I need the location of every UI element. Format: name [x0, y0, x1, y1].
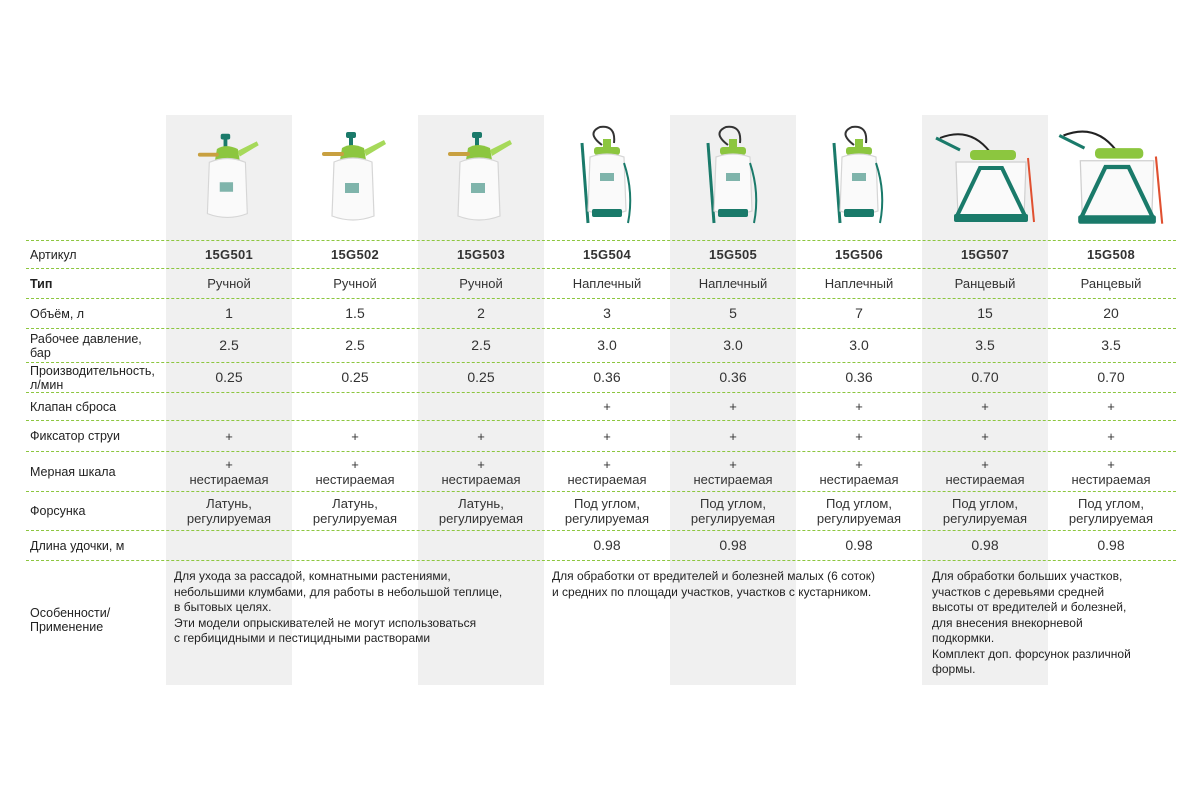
usage-note-line: подкормки. [932, 631, 995, 645]
cell-valve [418, 393, 544, 420]
usage-note-line: высоты от вредителей и болезней, [932, 600, 1127, 614]
cell-article: 15G505 [708, 247, 758, 262]
cell-nozzle [922, 492, 1048, 530]
cell-rod [292, 531, 418, 560]
usage-note-line: в бытовых целях. [174, 600, 272, 614]
cell-nozzle [292, 492, 418, 530]
cell-scale-line: нестираемая [441, 471, 521, 487]
row-label-type: Тип [30, 277, 53, 291]
row-label-rod: Длина удочки, м [30, 538, 125, 553]
row-label-pressure [30, 330, 165, 362]
usage-note-line: Для ухода за рассадой, комнатными растениями, [174, 569, 451, 583]
cell-pressure: 3.0 [597, 337, 617, 353]
cell-rod: 0.98 [1097, 537, 1125, 553]
backpack-sprayer-icon [1048, 115, 1174, 240]
cell-rod [418, 531, 544, 560]
row-label-pressure-line2: бар [30, 346, 51, 360]
cell-scale [544, 452, 670, 491]
cell-scale-line: + [351, 456, 359, 472]
hand-sprayer-icon [166, 115, 292, 240]
cell-capacity: 0.25 [341, 369, 369, 385]
cell-nozzle-line: регулируемая [186, 511, 272, 526]
cell-capacity: 0.70 [971, 369, 999, 385]
row-label-usage-line1: Особенности/ [30, 606, 111, 620]
row-label-scale: Мерная шкала [30, 464, 116, 479]
cell-capacity: 0.25 [215, 369, 243, 385]
cell-article: 15G508 [1086, 247, 1136, 262]
cell-nozzle-line: Под углом, [952, 496, 1018, 511]
cell-scale [418, 452, 544, 491]
cell-nozzle-line: Под углом, [826, 496, 892, 511]
cell-scale [670, 452, 796, 491]
row-divider [26, 560, 1176, 561]
cell-valve: + [981, 399, 989, 414]
usage-note-line: формы. [932, 662, 976, 676]
cell-nozzle [418, 492, 544, 530]
cell-volume: 7 [855, 305, 863, 321]
cell-jet-lock: + [225, 428, 233, 444]
cell-rod: 0.98 [971, 537, 999, 553]
cell-capacity: 0.36 [719, 369, 747, 385]
cell-type: Ручной [459, 276, 503, 291]
cell-article: 15G503 [456, 247, 506, 262]
cell-jet-lock: + [855, 428, 863, 444]
cell-jet-lock: + [981, 428, 989, 444]
cell-jet-lock: + [729, 428, 737, 444]
row-label-capacity [30, 363, 165, 392]
cell-nozzle-line: Латунь, [332, 496, 378, 511]
cell-scale-line: нестираемая [819, 471, 899, 487]
cell-scale-line: нестираемая [1071, 471, 1151, 487]
cell-nozzle-line: Под углом, [700, 496, 766, 511]
cell-nozzle-line: Под углом, [1078, 496, 1144, 511]
cell-pressure: 2.5 [471, 337, 491, 353]
cell-volume: 1 [225, 305, 233, 321]
cell-valve: + [855, 399, 863, 414]
row-label-usage [30, 598, 165, 642]
cell-volume: 5 [729, 305, 737, 321]
cell-valve [166, 393, 292, 420]
cell-scale [796, 452, 922, 491]
row-label-nozzle: Форсунка [30, 504, 86, 518]
row-label-jet-lock: Фиксатор струи [30, 429, 121, 443]
cell-scale-line: нестираемая [189, 471, 269, 487]
cell-volume: 2 [477, 305, 485, 321]
cell-scale-line: + [729, 456, 737, 472]
cell-article: 15G502 [330, 247, 380, 262]
row-label-volume: Объём, л [30, 307, 85, 321]
usage-note-shoulder [552, 569, 917, 600]
cell-type: Ранцевый [1080, 276, 1142, 291]
cell-scale-line: + [855, 456, 863, 472]
cell-type: Наплечный [824, 276, 894, 291]
cell-scale-line: + [981, 456, 989, 472]
usage-note-backpack [932, 569, 1177, 678]
cell-nozzle [670, 492, 796, 530]
cell-valve: + [729, 399, 737, 414]
row-label-usage-line2: Применение [30, 620, 104, 634]
hand-sprayer-icon [418, 115, 544, 240]
cell-type: Ручной [207, 276, 251, 291]
cell-volume: 15 [977, 305, 993, 321]
cell-scale-line: нестираемая [945, 471, 1025, 487]
usage-note-line: небольшими клумбами, для работы в небольшой теплице, [174, 584, 503, 599]
cell-valve: + [603, 399, 611, 414]
cell-rod: 0.98 [593, 537, 621, 553]
usage-note-line: Для обработки от вредителей и болезней малых (6 соток) [552, 569, 875, 583]
cell-jet-lock: + [477, 428, 485, 444]
row-label-capacity-line2: л/мин [30, 377, 64, 392]
cell-scale-line: + [603, 456, 611, 472]
cell-valve: + [1107, 399, 1115, 414]
cell-nozzle-line: регулируемая [1068, 511, 1154, 526]
row-label-valve: Клапан сброса [30, 399, 117, 414]
cell-pressure: 2.5 [219, 337, 239, 353]
usage-note-line: участков с деревьями средней [932, 584, 1105, 599]
cell-jet-lock: + [603, 428, 611, 444]
cell-type: Ранцевый [954, 276, 1016, 291]
cell-article: 15G506 [834, 247, 884, 262]
cell-rod: 0.98 [719, 537, 747, 553]
cell-nozzle [544, 492, 670, 530]
cell-jet-lock: + [351, 428, 359, 444]
row-label-capacity-line1: Производительность, [30, 363, 155, 378]
cell-rod [166, 531, 292, 560]
cell-type: Ручной [333, 276, 377, 291]
cell-scale [292, 452, 418, 491]
cell-rod: 0.98 [845, 537, 873, 553]
cell-scale [166, 452, 292, 491]
cell-nozzle-line: Под углом, [574, 496, 640, 511]
cell-type: Наплечный [698, 276, 768, 291]
cell-scale-line: нестираемая [567, 471, 647, 487]
cell-volume: 3 [603, 305, 611, 321]
usage-note-hand [174, 569, 534, 647]
cell-volume: 20 [1103, 305, 1119, 321]
usage-note-line: для внесения внекорневой [932, 615, 1083, 630]
cell-nozzle-line: Латунь, [458, 496, 504, 511]
cell-article: 15G507 [960, 247, 1010, 262]
cell-volume: 1.5 [345, 305, 365, 321]
cell-scale-line: + [477, 456, 485, 472]
cell-pressure: 3.5 [975, 337, 995, 353]
cell-pressure: 2.5 [345, 337, 365, 353]
cell-nozzle-line: регулируемая [690, 511, 776, 526]
shoulder-sprayer-icon [544, 115, 670, 240]
cell-pressure: 3.5 [1101, 337, 1121, 353]
usage-note-line: Для обработки больших участков, [932, 569, 1123, 583]
usage-note-line: с гербицидными и пестицидными растворами [174, 631, 431, 645]
cell-nozzle-line: регулируемая [816, 511, 902, 526]
backpack-sprayer-icon [922, 115, 1048, 240]
cell-capacity: 0.25 [467, 369, 495, 385]
cell-capacity: 0.36 [845, 369, 873, 385]
cell-scale-line: + [225, 456, 233, 472]
cell-nozzle [1048, 492, 1174, 530]
cell-capacity: 0.70 [1097, 369, 1125, 385]
cell-article: 15G501 [204, 247, 254, 262]
cell-capacity: 0.36 [593, 369, 621, 385]
row-label-pressure-line1: Рабочее давление, [30, 332, 142, 346]
cell-type: Наплечный [572, 276, 642, 291]
cell-scale [922, 452, 1048, 491]
cell-scale-line: нестираемая [693, 471, 773, 487]
cell-scale-line: нестираемая [315, 471, 395, 487]
cell-pressure: 3.0 [849, 337, 869, 353]
cell-nozzle-line: регулируемая [942, 511, 1028, 526]
usage-note-line: и средних по площади участков, участков с кустарником. [552, 584, 872, 599]
cell-nozzle [166, 492, 292, 530]
cell-nozzle [796, 492, 922, 530]
usage-note-line: Комплект доп. форсунок различной [932, 646, 1131, 661]
shoulder-sprayer-icon [796, 115, 922, 240]
hand-sprayer-icon [292, 115, 418, 240]
cell-nozzle-line: регулируемая [312, 511, 398, 526]
row-label-article: Артикул [30, 248, 77, 262]
cell-nozzle-line: Латунь, [206, 496, 252, 511]
cell-pressure: 3.0 [723, 337, 743, 353]
cell-scale [1048, 452, 1174, 491]
cell-valve [292, 393, 418, 420]
usage-note-line: Эти модели опрыскивателей не могут использоваться [174, 615, 477, 630]
cell-scale-line: + [1107, 456, 1115, 472]
cell-nozzle-line: регулируемая [564, 511, 650, 526]
cell-nozzle-line: регулируемая [438, 511, 524, 526]
cell-article: 15G504 [582, 247, 632, 262]
shoulder-sprayer-icon [670, 115, 796, 240]
cell-jet-lock: + [1107, 428, 1115, 444]
